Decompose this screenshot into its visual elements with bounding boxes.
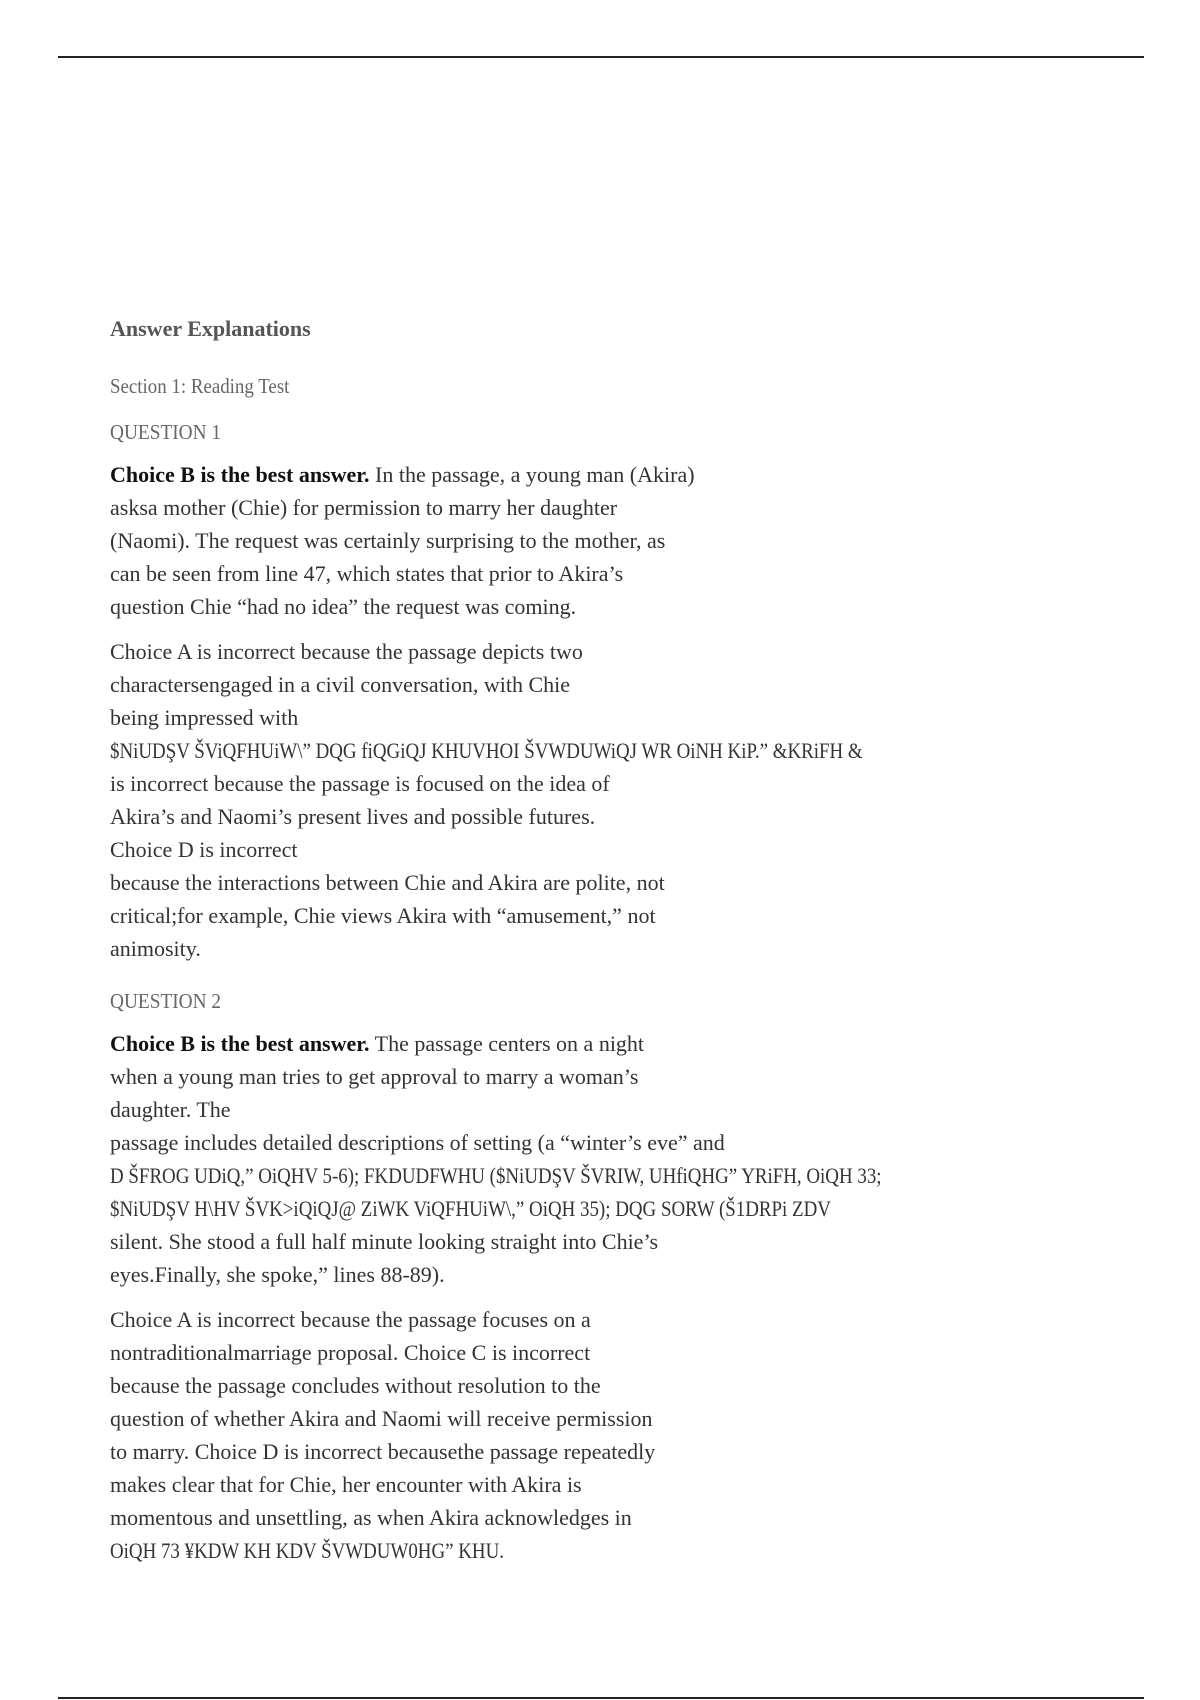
text-line: $NiUDŞV H\HV ŠVK>iQiQJ@ ZiWK ViQFHUiW\,” OiQH 35); DQG SORW (Š1DRPi ZDV [110,1196,831,1221]
page-heading: Answer Explanations [110,316,311,341]
text-line: nontraditionalmarriage proposal. Choice C is incorrect [110,1340,591,1365]
text-line: Akira’s and Naomi’s present lives and possible futures. [110,804,596,829]
text-line: because the interactions between Chie and Akira are polite, not [110,870,665,895]
text-line: passage includes detailed descriptions of setting (a “winter’s eve” and [110,1130,725,1155]
bottom-rule [58,1697,1144,1699]
question-2-answer-paragraph [110,1027,970,1291]
document-body [110,316,970,1567]
text-line: question Chie “had no idea” the request was coming. [110,594,577,619]
best-answer-lead: Choice B is the best answer. [110,1031,370,1056]
text-line: makes clear that for Chie, her encounter with Akira is [110,1472,582,1497]
text-line: daughter. The [110,1097,231,1122]
text-line: silent. She stood a full half minute looking straight into Chie’s [110,1229,659,1254]
text-line: to marry. Choice D is incorrect becausethe passage repeatedly [110,1439,656,1464]
text-line: momentous and unsettling, as when Akira acknowledges in [110,1505,632,1530]
text-line: animosity. [110,936,201,961]
text-line: can be seen from line 47, which states that prior to Akira’s [110,561,624,586]
question-2-label: QUESTION 2 [110,989,222,1013]
text-line: critical;for example, Chie views Akira with “amusement,” not [110,903,656,928]
text-line: eyes.Finally, she spoke,” lines 88-89). [110,1262,445,1287]
text-line: question of whether Akira and Naomi will receive permission [110,1406,653,1431]
question-1-label: QUESTION 1 [110,420,222,444]
top-rule [58,56,1144,58]
text-line: Choice D is incorrect [110,837,298,862]
text-line: is incorrect because the passage is focused on the idea of [110,771,610,796]
text-line: D ŠFROG UDiQ,” OiQHV 5-6); FKDUDFWHU ($NiUDŞV ŠVRIW, UHfiQHG” YRiFH, OiQH 33; [110,1163,882,1188]
section-title: Section 1: Reading Test [110,374,290,398]
text-line: (Naomi). The request was certainly surprising to the mother, as [110,528,666,553]
text-line: because the passage concludes without resolution to the [110,1373,601,1398]
text-line: Choice A is incorrect because the passage depicts two [110,639,583,664]
text-line: Choice B is the best answer. The passage centers on a night [110,1031,645,1056]
text-line: charactersengaged in a civil conversation, with Chie [110,672,570,697]
text-line: Choice B is the best answer. In the passage, a young man (Akira) [110,462,695,487]
text-line: asksa mother (Chie) for permission to marry her daughter [110,495,618,520]
text-line: $NiUDŞV ŠViQFHUiW\” DQG fiQGiQJ KHUVHOI ŠVWDUWiQJ WR OiNH KiP.” &KRiFH & [110,738,863,763]
question-1-distractor-paragraph [110,635,970,965]
best-answer-lead: Choice B is the best answer. [110,462,370,487]
text-line: Choice A is incorrect because the passage focuses on a [110,1307,591,1332]
text-line: being impressed with [110,705,299,730]
text-line: when a young man tries to get approval to marry a woman’s [110,1064,639,1089]
question-1-answer-paragraph [110,458,970,623]
text-line: OiQH 73 ¥KDW KH KDV ŠVWDUW0HG” KHU. [110,1538,504,1563]
question-2-distractor-paragraph [110,1303,970,1567]
